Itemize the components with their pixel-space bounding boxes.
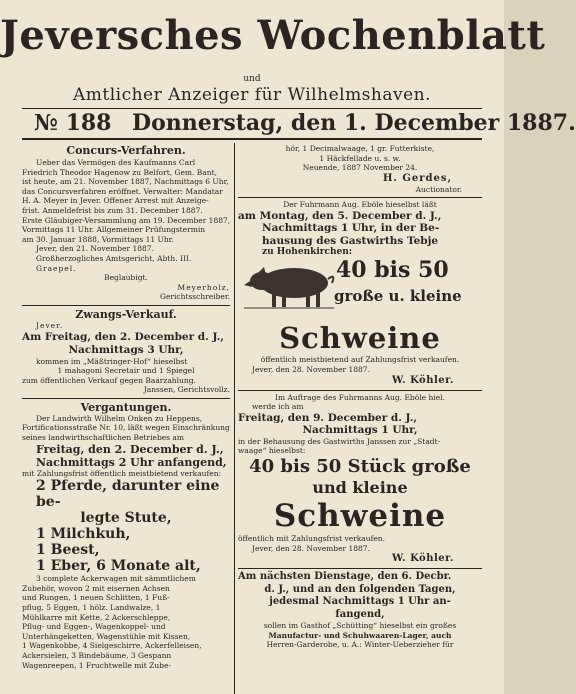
hohen-big1: 40 bis 50	[336, 257, 449, 284]
left-column	[22, 144, 230, 694]
section-rule	[22, 398, 230, 399]
hohen-schweine: Schweine	[279, 321, 441, 356]
concurs-heading: Concurs-Verfahren.	[66, 144, 186, 157]
verg-line3: mit Zahlungsfrist öffentlich meistbietend verkaufen:	[22, 468, 222, 478]
text-line: Der Landwirth Wilhelm Onken zu Heppens,	[36, 413, 203, 423]
verg-intro	[22, 414, 230, 443]
second-body	[238, 534, 482, 553]
masthead-und: und	[243, 74, 261, 84]
verg-time: Nachmittags 2 Uhr anfangend,	[36, 455, 227, 469]
masthead-rule-top	[22, 108, 482, 109]
second-sig: W. Köhler.	[391, 553, 454, 565]
text-line: Friedrich Theodor Hagenow zu Belfort, Gem. Bant,	[22, 167, 217, 177]
text-line: H. A. Meyer in Jever. Offener Arrest mit Anzeige-	[22, 196, 209, 206]
masthead-rule-bottom	[22, 138, 482, 140]
text-line: das Concursverfahren eröffnet. Verwalter: Mandatar	[22, 186, 223, 196]
masthead-title: Jeversches Wochenblatt	[0, 12, 546, 59]
text-line: Zubehör, wovon 2 mit eisernen Achsen	[22, 583, 170, 593]
text-line: öffentlich meistbietend auf Zahlungsfrist verkaufen.	[260, 355, 460, 365]
section-rule	[238, 568, 482, 569]
text-line: Pflug- und Eggen-, Wagenkoppel- und	[22, 622, 166, 632]
top-continuation	[238, 144, 482, 173]
right-column	[238, 144, 482, 694]
zwangs-date: Am Freitag, den 2. December d. J.,	[22, 330, 224, 343]
text-line: Neuende, 1887 November 24.	[302, 163, 418, 173]
gerdes-sig: H. Gerdes,	[382, 172, 452, 184]
text-line: und Rungen, 1 neuen Schlitten, 1 Fuß-	[22, 593, 170, 603]
text-line: ist heute, am 21. November 1887, Nachmittags 6 Uhr,	[22, 177, 229, 187]
text-line: Graepel.	[36, 263, 77, 273]
hohen-time: Nachmittags 1 Uhr, in der Be-	[262, 222, 440, 235]
text-line: seines landwirthschaftlichen Betriebes am	[22, 433, 185, 443]
text-line: Fortificationsstraße Nr. 10, läßt wegen Einschränkung	[22, 423, 230, 433]
hohen-pig-block	[238, 247, 482, 321]
text-line: pflug, 5 Eggen, 1 hölz. Landwalze, 1	[22, 603, 161, 613]
hohen-village: zu Hohenkirchen:	[262, 247, 353, 258]
text-line: Manufactur- und Schuhwaaren-Lager, auch	[268, 630, 452, 640]
zwangs-time: Nachmittags 3 Uhr,	[68, 343, 184, 356]
hohen-body	[238, 355, 482, 374]
text-line: Ueber das Vermögen des Kaufmanns Carl	[36, 158, 196, 167]
verg-item: legte Stute,	[80, 510, 172, 527]
concurs-sig3: Gerichtsschreiber.	[160, 292, 230, 302]
text-line: 1 Wagenkobbe, 4 Sielgeschirre, Ackerfelleisen,	[22, 641, 202, 651]
text-line: Herren-Garderobe, u. A.: Winter-Ueberzieher für	[266, 640, 454, 650]
hohen-intro: Der Fuhrmann Aug. Eböle hieselbst läßt	[283, 200, 437, 210]
hohen-big2: große u. kleine	[334, 287, 462, 306]
text-line: 1 mahagoni Secretair und 1 Spiegel	[57, 366, 195, 376]
text-line: Großherzogliches Amtsgericht, Abth. III.	[36, 253, 192, 263]
last-line: Am nächsten Dienstage, den 6. Decbr.	[238, 571, 452, 583]
second-big1: 40 bis 50 Stück große	[249, 456, 471, 478]
verg-item: 1 Eber, 6 Monate alt,	[36, 558, 201, 575]
text-line: am 30. Januar 1888, Vormittags 11 Uhr.	[22, 234, 174, 244]
text-line: Mühlkarre mit Kette, 2 Ackerschleppe,	[22, 612, 171, 622]
verg-item: 2 Pferde, darunter eine be-	[36, 478, 220, 511]
second-intro2: werde ich am	[252, 402, 304, 412]
verg-heading: Vergantungen.	[80, 400, 172, 414]
concurs-sig2: Meyerholz,	[177, 282, 230, 292]
hohen-date: am Montag, den 5. December d. J.,	[238, 209, 442, 222]
text-line: Ackersielen, 3 Bindebäume, 3 Gespann	[22, 651, 172, 660]
verg-fine	[22, 574, 230, 670]
section-rule	[238, 197, 482, 198]
text-line: frist. Anmeldefrist bis zum 31. December 1887.	[22, 205, 203, 215]
text-line: in der Behausung des Gastwirths Janssen zur „Stadt-	[238, 436, 441, 446]
second-time: Nachmittags 1 Uhr,	[302, 424, 418, 437]
text-line: Unterhängeketten, Wagenstühle mit Kissen,	[22, 631, 191, 641]
text-line: 1 Häckfellade u. s. w.	[319, 153, 401, 163]
section-rule	[238, 390, 482, 391]
text-line: sollen im Gasthof „Schütting“ hieselbst ein großes	[263, 621, 457, 631]
text-line: 3 complete Ackerwagen mit sämmtlichem	[36, 574, 196, 584]
dateline: Donnerstag, den 1. December 1887.	[132, 110, 576, 136]
last-line: d. J., und an den folgenden Tagen,	[264, 583, 456, 595]
last-body	[238, 621, 482, 650]
text-line: öffentlich mit Zahlungsfrist verkaufen.	[238, 534, 386, 544]
text-line: waage“ hieselbst:	[238, 446, 306, 456]
text-line: zum öffentlichen Verkauf gegen Baarzahlung.	[22, 375, 196, 385]
second-schweine: Schweine	[273, 498, 447, 535]
masthead-subtitle: Amtlicher Anzeiger für Wilhelmshaven.	[72, 85, 432, 105]
text-line: Vormittags 11 Uhr. Allgemeiner Prüfungstermin	[22, 225, 206, 235]
verg-item: 1 Milchkuh,	[36, 526, 131, 543]
zwangs-sig: Janssen, Gerichtsvollz.	[143, 385, 230, 395]
column-divider	[234, 143, 235, 694]
hohen-sig: W. Köhler.	[391, 374, 454, 386]
concurs-body	[22, 158, 230, 302]
last-line: fangend,	[335, 608, 385, 620]
text-line: Jever, den 21. November 1887.	[36, 244, 154, 254]
section-rule	[22, 305, 230, 306]
text-line: Erste Gläubiger-Versammlung am 19. December 1887,	[22, 215, 231, 225]
verg-date: Freitag, den 2. December d. J.,	[36, 442, 224, 456]
hohen-place: hausung des Gastwirths Tebje	[262, 234, 439, 247]
second-intro1: Im Auftrage des Fuhrmanns Aug. Eböle hiel.	[275, 392, 445, 402]
second-date: Freitag, den 9. December d. J.,	[238, 411, 418, 424]
gerdes-role: Auctionator.	[415, 184, 462, 194]
zwangs-body	[22, 357, 230, 395]
zwangs-heading: Zwangs-Verkauf.	[75, 307, 177, 321]
text-line: kommen im „Mäßtringer-Hof“ hieselbst	[36, 356, 188, 366]
verg-item: 1 Beest,	[36, 542, 100, 559]
text-line: Jever, den 28. November 1887.	[252, 365, 370, 375]
text-line: Wagenreepen, 1 Fruchtwelle mit Zube-	[22, 660, 171, 670]
zwangs-place: Jever.	[36, 320, 64, 330]
concurs-sig1: Beglaubigt.	[104, 273, 148, 283]
text-line: Jever, den 28. November 1887.	[252, 543, 370, 553]
last-line: jedesmal Nachmittags 1 Uhr an-	[269, 596, 451, 608]
text-line: hör, 1 Decimalwaage, 1 gr. Futterkiste,	[285, 144, 435, 153]
pig-illustration	[244, 259, 336, 311]
second-place	[238, 437, 482, 456]
issue-number: № 188	[34, 110, 112, 136]
second-big2: und kleine	[312, 478, 408, 498]
